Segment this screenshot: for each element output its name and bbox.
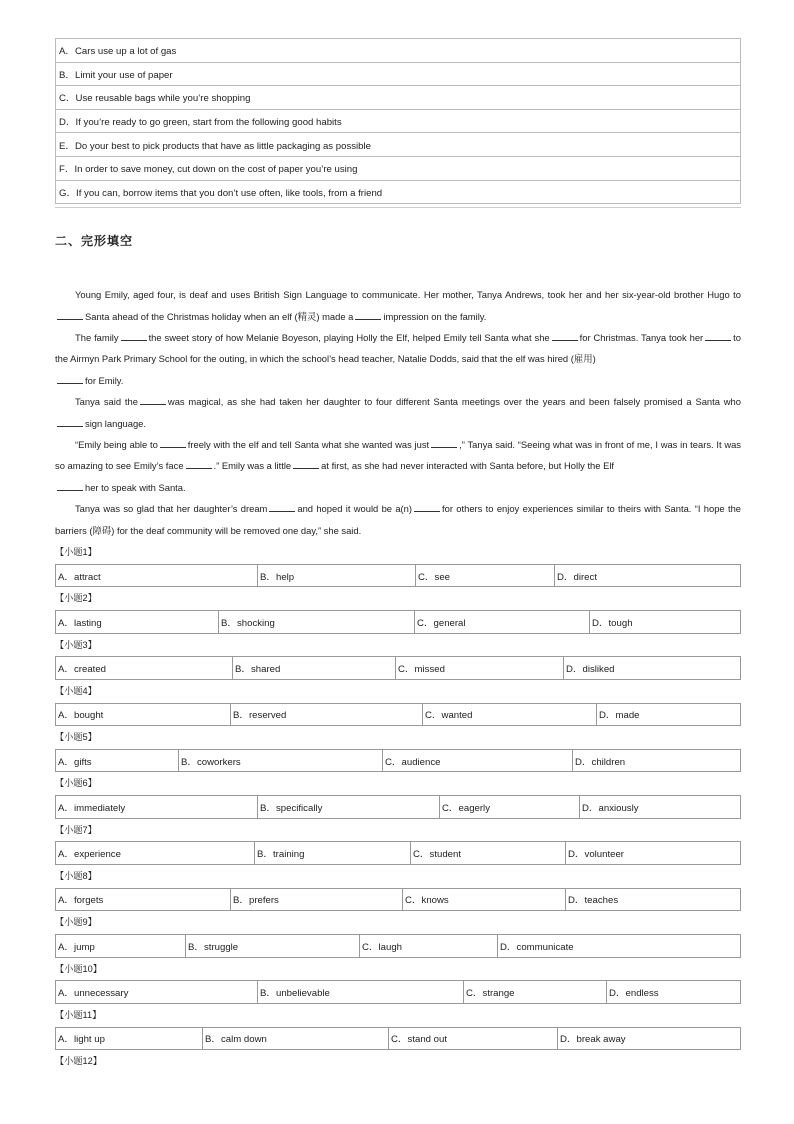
choice-b[interactable]: B．struggle — [186, 934, 360, 957]
passage-text: sign language. — [85, 417, 146, 429]
option-row — [56, 180, 741, 204]
choices-row — [56, 981, 741, 1004]
blank-4[interactable] — [552, 331, 578, 341]
choice-c[interactable]: C．student — [411, 842, 566, 865]
choice-d[interactable]: D．direct — [555, 564, 741, 587]
question-label: 【小题1】 — [55, 547, 97, 558]
choices-row — [56, 1027, 741, 1050]
option-row — [56, 109, 741, 133]
choice-d[interactable]: D．volunteer — [566, 842, 741, 865]
choice-a[interactable]: A．created — [56, 657, 233, 680]
choices-table — [55, 703, 741, 727]
choices-table — [55, 749, 741, 773]
option-cell: B．Limit your use of paper — [56, 62, 741, 86]
passage-paragraph-3 — [55, 391, 741, 434]
choice-d[interactable]: D．made — [597, 703, 741, 726]
passage-text: “Emily being able to — [75, 439, 158, 450]
options-table — [55, 38, 741, 204]
question-label: 【小题7】 — [55, 824, 97, 835]
choice-b[interactable]: B．prefers — [231, 888, 403, 911]
question-label: 【小题6】 — [55, 778, 97, 789]
option-row — [56, 156, 741, 180]
choice-d[interactable]: D．children — [573, 749, 741, 772]
choices-row — [56, 703, 741, 726]
passage-text: at first, as she had never interacted with Santa before, but Holly the Elf — [321, 460, 615, 472]
choice-d[interactable]: D．endless — [607, 981, 741, 1004]
choice-d[interactable]: D．break away — [558, 1027, 741, 1050]
blank-11[interactable] — [186, 459, 212, 469]
choices-table — [55, 841, 741, 865]
passage-text: Tanya was so glad that her daughter’s dream — [75, 503, 268, 515]
divider — [55, 207, 741, 208]
choice-d[interactable]: D．disliked — [564, 657, 741, 680]
passage-text: .” Emily was a little — [213, 460, 292, 472]
blank-7[interactable] — [140, 395, 166, 405]
choice-a[interactable]: A．unnecessary — [56, 981, 258, 1004]
blank-2[interactable] — [355, 310, 381, 320]
section-title: 二、完形填空 — [55, 234, 134, 249]
blank-10[interactable] — [431, 438, 457, 448]
passage-text: to the Airmyn Park Primary School for the outing, in which the school’s head teacher, Natalie Dodds, said that the elf was hired (雇用) — [55, 331, 741, 365]
passage-text: Tanya said the — [75, 396, 138, 408]
choices-table — [55, 795, 741, 819]
choices-row — [56, 934, 741, 957]
passage-text: impression on the family. — [383, 310, 487, 322]
choice-b[interactable]: B．shocking — [219, 611, 415, 634]
passage-text: Santa ahead of the Christmas holiday when an elf (精灵) made a — [85, 310, 354, 322]
choice-b[interactable]: B．help — [258, 564, 416, 587]
choice-b[interactable]: B．unbelievable — [258, 981, 464, 1004]
option-cell: D．If you’re ready to go green, start from the following good habits — [56, 109, 741, 133]
cloze-passage — [55, 284, 741, 541]
choice-c[interactable]: C．audience — [383, 749, 573, 772]
option-cell: A．Cars use up a lot of gas — [56, 39, 741, 63]
choices-row — [56, 749, 741, 772]
option-row — [56, 133, 741, 157]
choices-row — [56, 842, 741, 865]
question-label: 【小题12】 — [55, 1056, 102, 1067]
question-label: 【小题10】 — [55, 963, 102, 974]
passage-paragraph-1 — [55, 284, 741, 327]
question-label: 【小题2】 — [55, 593, 97, 604]
choice-a[interactable]: A．jump — [56, 934, 186, 957]
choice-c[interactable]: C．missed — [396, 657, 564, 680]
passage-text: for Christmas. Tanya took her — [579, 331, 704, 343]
passage-text: Young Emily, aged four, is deaf and uses British Sign Language to communicate. Her mother, Tanya Andrews, took her and her six-year-old brother Hugo to — [75, 289, 741, 301]
choice-c[interactable]: C．see — [416, 564, 555, 587]
choices-table — [55, 934, 741, 958]
choice-c[interactable]: C．wanted — [423, 703, 597, 726]
choices-table — [55, 610, 741, 634]
question-label: 【小题4】 — [55, 685, 97, 696]
choice-d[interactable]: D．communicate — [498, 934, 741, 957]
choices-table — [55, 564, 741, 588]
choice-d[interactable]: D．anxiously — [580, 796, 741, 819]
choices-row — [56, 888, 741, 911]
option-cell: F．In order to save money, cut down on the cost of paper you’re using — [56, 156, 741, 180]
question-label: 【小题3】 — [55, 639, 97, 650]
option-cell: G．If you can, borrow items that you don’t use often, like tools, from a friend — [56, 180, 741, 204]
blank-8[interactable] — [57, 417, 83, 427]
choice-a[interactable]: A．attract — [56, 564, 258, 587]
choice-a[interactable]: A．experience — [56, 842, 255, 865]
choice-a[interactable]: A．gifts — [56, 749, 179, 772]
passage-paragraph-4 — [55, 434, 741, 498]
question-label: 【小题11】 — [55, 1009, 102, 1020]
choice-c[interactable]: C．eagerly — [440, 796, 580, 819]
choices-table — [55, 656, 741, 680]
passage-paragraph-2 — [55, 327, 741, 391]
passage-text: for Emily. — [85, 374, 124, 386]
option-cell: C．Use reusable bags while you’re shopping — [56, 86, 741, 110]
choice-b[interactable]: B．reserved — [231, 703, 423, 726]
option-row — [56, 86, 741, 110]
choice-c[interactable]: C．knows — [403, 888, 566, 911]
choice-a[interactable]: A．lasting — [56, 611, 219, 634]
passage-text: The family — [75, 331, 119, 343]
blank-9[interactable] — [160, 438, 186, 448]
choice-b[interactable]: B．calm down — [203, 1027, 389, 1050]
choice-b[interactable]: B．shared — [233, 657, 396, 680]
passage-text: ,” Tanya said. “Seeing what was in front of me, I was in tears. It was so amazing to see Emily’s face — [55, 439, 741, 472]
choice-a[interactable]: A．forgets — [56, 888, 231, 911]
blank-13[interactable] — [57, 481, 83, 491]
blank-12[interactable] — [293, 459, 319, 469]
question-label: 【小题9】 — [55, 917, 97, 928]
choice-a[interactable]: A．light up — [56, 1027, 203, 1050]
blank-15[interactable] — [414, 502, 440, 512]
passage-text: and hoped it would be a(n) — [297, 503, 413, 515]
choices-table — [55, 1027, 741, 1051]
option-row — [56, 62, 741, 86]
question-label: 【小题8】 — [55, 871, 97, 881]
question-label: 【小题5】 — [55, 732, 97, 743]
passage-text: the sweet story of how Melanie Boyeson, playing Holly the Elf, helped Emily tell Santa what she — [148, 331, 550, 343]
choice-d[interactable]: D．tough — [590, 611, 741, 634]
choice-c[interactable]: C．general — [415, 611, 590, 634]
passage-text: was magical, as she had taken her daughter to four different Santa meetings over the years and been falsely promised a Santa who — [167, 396, 741, 408]
worksheet-page — [55, 38, 741, 1073]
blank-3[interactable] — [121, 331, 147, 341]
choice-a[interactable]: A．immediately — [56, 796, 258, 819]
choice-b[interactable]: B．training — [255, 842, 411, 865]
blank-5[interactable] — [705, 331, 731, 341]
choice-b[interactable]: B．coworkers — [179, 749, 383, 772]
choice-b[interactable]: B．specifically — [258, 796, 440, 819]
passage-text: freely with the elf and tell Santa what she wanted was just — [187, 439, 430, 450]
questions — [55, 541, 741, 1073]
blank-14[interactable] — [269, 502, 295, 512]
choice-d[interactable]: D．teaches — [566, 888, 741, 911]
choices-table — [55, 888, 741, 912]
option-row — [56, 39, 741, 63]
passage-paragraph-5 — [55, 498, 741, 541]
option-cell: E．Do your best to pick products that have as little packaging as possible — [56, 133, 741, 157]
choice-c[interactable]: C．stand out — [389, 1027, 558, 1050]
choice-a[interactable]: A．bought — [56, 703, 231, 726]
passage-text: her to speak with Santa. — [85, 481, 186, 493]
choices-row — [56, 657, 741, 680]
choices-row — [56, 564, 741, 587]
blank-6[interactable] — [57, 374, 83, 384]
choices-table — [55, 980, 741, 1004]
choice-c[interactable]: C．strange — [464, 981, 607, 1004]
blank-1[interactable] — [57, 310, 83, 320]
passage-text: for others to enjoy experiences similar to theirs with Santa. “I hope the barriers (障碍) for the deaf community will be removed one day,” she said. — [55, 503, 741, 536]
choices-row — [56, 796, 741, 819]
choices-row — [56, 611, 741, 634]
choice-c[interactable]: C．laugh — [360, 934, 498, 957]
